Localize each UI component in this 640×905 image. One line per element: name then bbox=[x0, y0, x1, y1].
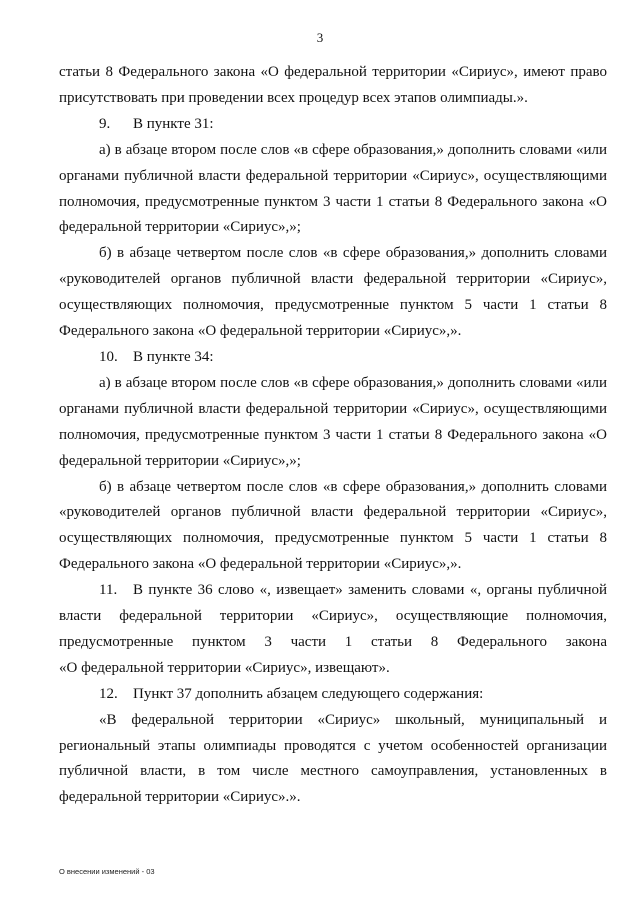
item-9-subparagraph-a: а) в абзаце втором после слов «в сфере образования,» дополнить словами «или органами публичной власти федеральной территории «Сириус», осуществляющими полномочия, предусмотренные пунктом 3 части 1 статьи 8 Федерального закона «О федеральной территории «Сириус»,»; bbox=[59, 141, 607, 236]
item-9-subparagraph-b: б) в абзаце четвертом после слов «в сфере образования,» дополнить словами «руководителей органов публичной власти федеральной территории «Сириус», осуществляющих полномочия, предусмотренные пунктом 5 части 1 статьи 8 Федерального закона «О федеральной территории «Сириус»,». bbox=[59, 245, 607, 340]
item-label: Пункт 37 дополнить абзацем следующего содержания: bbox=[133, 685, 484, 702]
item-number: 12. bbox=[99, 685, 118, 702]
item-number: 9. bbox=[99, 115, 111, 132]
item-12-heading bbox=[59, 682, 607, 708]
item-12-quote: «В федеральной территории «Сириус» школьный, муниципальный и региональный этапы олимпиады проводятся с учетом особенностей организации публичной власти, в том числе местного самоуправления, установленных в федеральной территории «Сириус».». bbox=[59, 711, 607, 806]
paragraph-continuation: статьи 8 Федерального закона «О федеральной территории «Сириус», имеют право присутствовать при проведении всех процедур всех этапов олимпиады.». bbox=[59, 64, 607, 106]
item-11-paragraph bbox=[59, 578, 607, 656]
document-body bbox=[59, 60, 607, 811]
item-number: 11. bbox=[99, 582, 118, 599]
item-9-heading bbox=[59, 112, 607, 138]
item-number: 10. bbox=[99, 348, 118, 365]
item-label: В пункте 34: bbox=[133, 348, 214, 365]
item-10-subparagraph-a: а) в абзаце втором после слов «в сфере образования,» дополнить словами «или органами публичной власти федеральной территории «Сириус», осуществляющими полномочия, предусмотренные пунктом 3 части 1 статьи 8 Федерального закона «О федеральной территории «Сириус»,»; bbox=[59, 374, 607, 469]
footer-note: О внесении изменений - 03 bbox=[59, 867, 155, 876]
item-label: В пункте 31: bbox=[133, 115, 214, 132]
item-10-heading bbox=[59, 345, 607, 371]
item-text: В пункте 36 слово «, извещает» заменить словами «, органы публичной власти федеральной территории «Сириус», осуществляющие полномочия, предусмотренные пунктом 3 части 1 статьи 8 Федерального закона bbox=[59, 582, 607, 650]
item-11-paragraph-end: «О федеральной территории «Сириус», извещают». bbox=[59, 659, 390, 676]
page-number: 3 bbox=[316, 30, 324, 45]
item-10-subparagraph-b: б) в абзаце четвертом после слов «в сфере образования,» дополнить словами «руководителей органов публичной власти федеральной территории «Сириус», осуществляющих полномочия, предусмотренные пунктом 5 части 1 статьи 8 Федерального закона «О федеральной территории «Сириус»,». bbox=[59, 478, 607, 573]
